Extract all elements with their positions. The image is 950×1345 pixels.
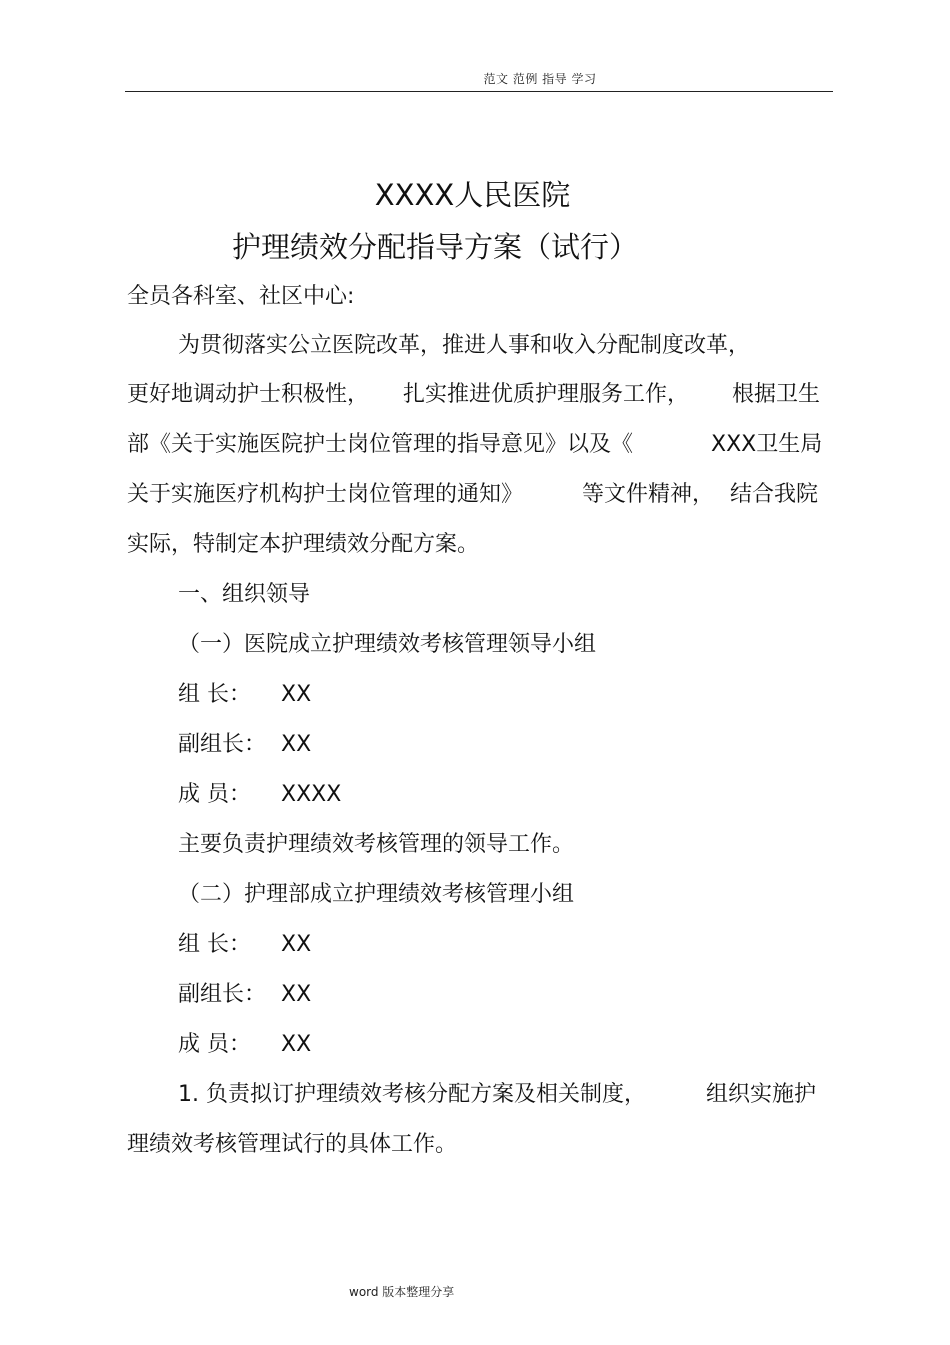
intro-line-segment: 等文件精神，: [582, 482, 715, 507]
page-footer: word 版本整理分享: [349, 1285, 455, 1299]
intro-line-segment: 扎实推进优质护理服务工作，: [403, 382, 690, 407]
leader-label: 组 长：: [178, 932, 251, 957]
duty-item-1-wrap: 理绩效考核管理试行的具体工作。: [127, 1132, 458, 1157]
group-duty: 主要负责护理绩效考核管理的领导工作。: [178, 832, 575, 857]
members-label: 成 员：: [178, 1032, 251, 1057]
intro-line-segment: 关于实施医疗机构护士岗位管理的通知》: [127, 482, 524, 507]
section-heading: 一、组织领导: [178, 582, 311, 607]
intro-line-segment: 结合我院: [730, 482, 819, 507]
subsection-heading: （二）护理部成立护理绩效考核管理小组: [178, 882, 575, 907]
document-title-plan: 护理绩效分配指导方案（试行）: [232, 230, 639, 264]
document-title-hospital: XXXX人民医院: [374, 178, 571, 212]
subsection-heading: （一）医院成立护理绩效考核管理领导小组: [178, 632, 597, 657]
header-rule: [125, 91, 833, 92]
intro-line: 实际，特制定本护理绩效分配方案。: [127, 532, 480, 557]
members-value: XXXX: [281, 782, 342, 807]
deputy-label: 副组长：: [178, 732, 267, 757]
intro-line: 为贯彻落实公立医院改革，推进人事和收入分配制度改革，: [178, 333, 751, 358]
members-value: XX: [281, 1032, 312, 1057]
intro-line-segment: 部《关于实施医院护士岗位管理的指导意见》以及《: [127, 432, 634, 457]
duty-item-1: 1. 负责拟订护理绩效考核分配方案及相关制度，: [178, 1082, 646, 1107]
leader-value: XX: [281, 682, 312, 707]
salutation: 全员各科室、社区中心:: [127, 284, 355, 309]
duty-item-1-continued: 组织实施护: [706, 1082, 817, 1107]
deputy-label: 副组长：: [178, 982, 267, 1007]
members-label: 成 员：: [178, 782, 251, 807]
leader-label: 组 长：: [178, 682, 251, 707]
deputy-value: XX: [281, 732, 312, 757]
intro-line-segment: 根据卫生: [732, 382, 821, 407]
intro-line-segment: 更好地调动护士积极性，: [127, 382, 370, 407]
deputy-value: XX: [281, 982, 312, 1007]
leader-value: XX: [281, 932, 312, 957]
header-text: 范文 范例 指导 学习: [483, 72, 597, 86]
intro-line-segment: XXX卫生局: [711, 432, 823, 457]
